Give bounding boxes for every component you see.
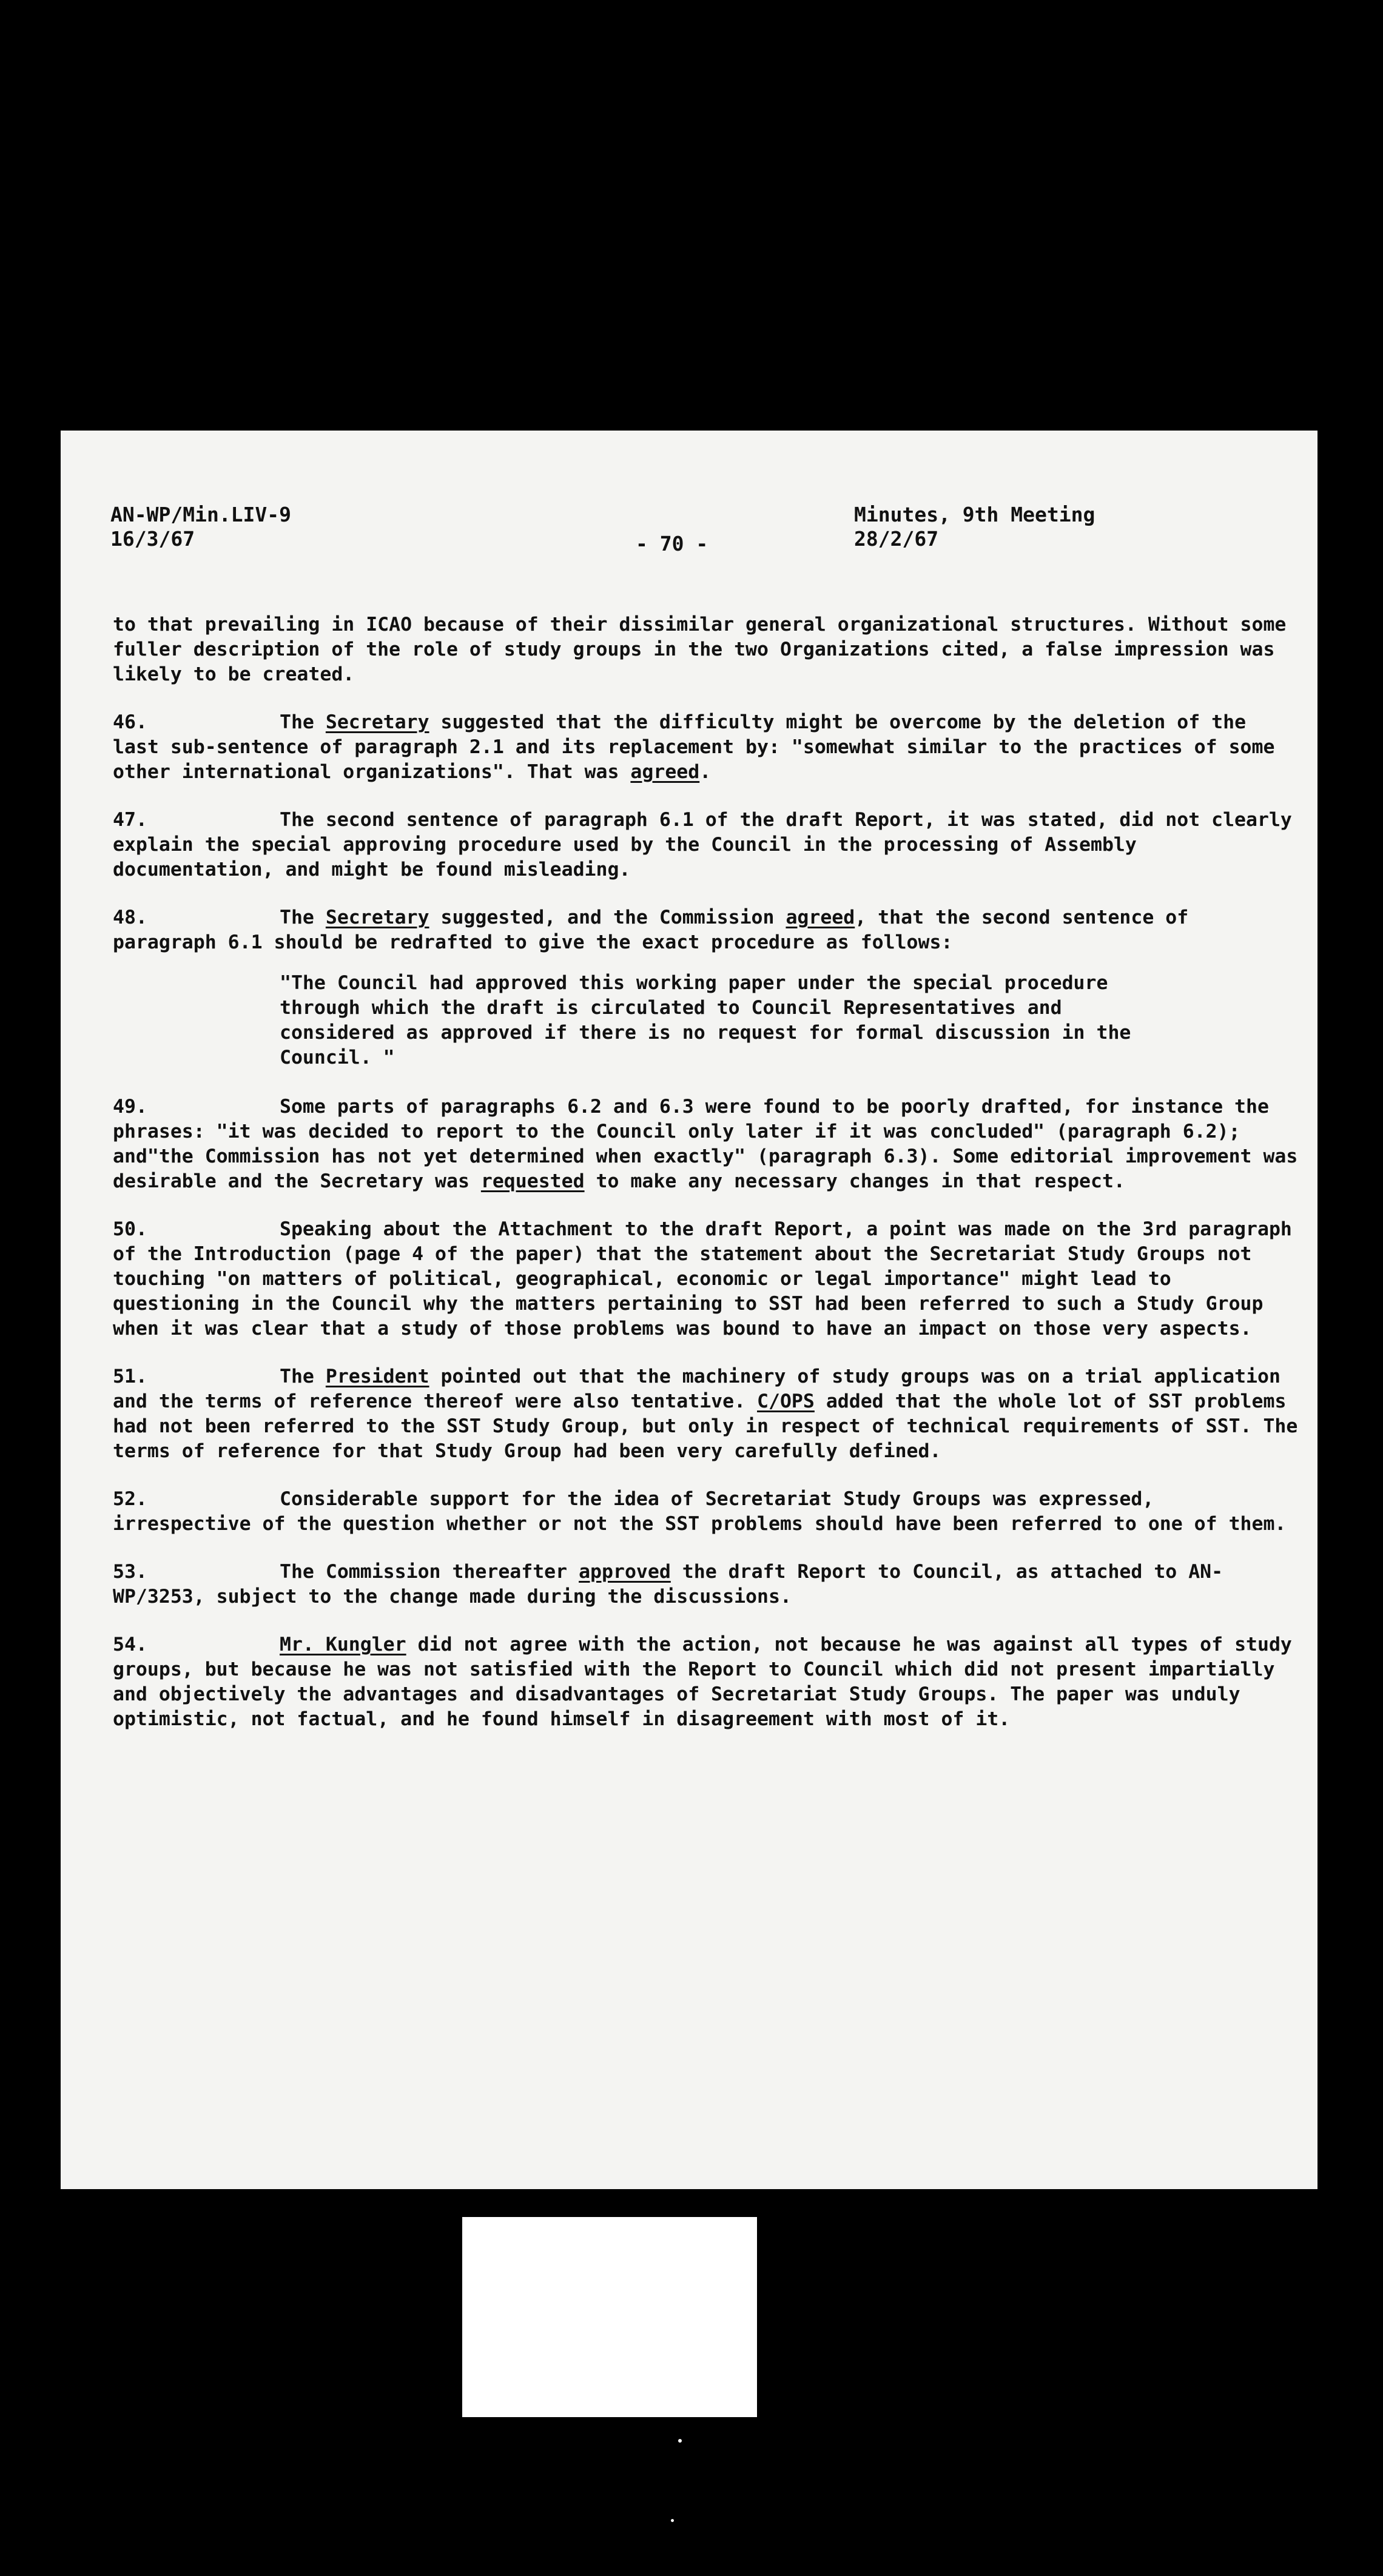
text-run: added that the whole lot of SST problems had not been referred to the SST Study Group, but only in respect of technical requirements of SST. The terms of reference for that Study Group had been very carefully defined. (113, 1390, 1298, 1462)
text-run: , that the second sentence of paragraph 6.1 should be redrafted to give the exact procedure as follows: (113, 907, 1189, 953)
paragraph-number: 52. (113, 1488, 147, 1510)
text-run: suggested, and the Commission (429, 907, 786, 928)
text-run: to make any necessary changes in that respect. (584, 1170, 1125, 1192)
text-run: The Commission thereafter (280, 1561, 579, 1583)
text-run: The second sentence of paragraph 6.1 of the draft Report, it was stated, did not clearly explain the special approving procedure used by the Council in the processing of Assembly documentation, and might be found misleading. (113, 809, 1292, 880)
text-run: pointed out that the machinery of study groups was on a trial application and the terms of reference thereof were also tentative. (113, 1366, 1280, 1412)
text-run: . (699, 761, 712, 783)
page-number: - 70 - (636, 532, 708, 555)
meeting-date: 28/2/67 (854, 527, 939, 551)
paragraph-number: 54. (113, 1634, 147, 1655)
paragraph-number: 53. (113, 1561, 147, 1583)
underlined-term: agreed (786, 907, 855, 928)
intro-paragraph (113, 612, 1302, 687)
paragraph-46 (113, 710, 1302, 785)
paragraph-number: 47. (113, 809, 147, 831)
dust-speck (678, 2439, 682, 2443)
underlined-term: requested (480, 1170, 585, 1192)
underlined-term: President (325, 1366, 429, 1387)
paragraph-number: 51. (113, 1366, 147, 1387)
text-run: The (280, 907, 326, 928)
document-page (61, 431, 1317, 2189)
paragraph-54 (113, 1632, 1302, 1732)
underlined-term: Secretary (325, 711, 429, 733)
document-reference: AN-WP/Min.LIV-9 (110, 503, 292, 526)
text-run: Some parts of paragraphs 6.2 and 6.3 were found to be poorly drafted, for instance the phrases: "it was decided to report to the Council only later if it was concluded" (paragraph 6.2); and"the Commission has not yet determined when exactly" (paragraph 6.3). Some editorial improvement was desirable and the Secretary was (113, 1096, 1298, 1192)
paragraph-number: 46. (113, 711, 147, 733)
text-run: suggested that the difficulty might be overcome by the deletion of the last sub-sentence of paragraph 2.1 and its replacement by: "somewhat similar to the practices of some other international organizations". That was (113, 711, 1275, 783)
paragraph-49 (113, 1095, 1302, 1194)
dust-speck (671, 2519, 674, 2522)
paragraph-48 (113, 905, 1302, 955)
underlined-term: C/OPS (757, 1390, 815, 1412)
paragraph-51 (113, 1364, 1302, 1464)
paragraph-47 (113, 808, 1302, 882)
minutes-body (113, 612, 1302, 1755)
paragraph-number: 49. (113, 1096, 147, 1118)
meeting-title: Minutes, 9th Meeting (854, 503, 1095, 526)
underlined-term: Mr. Kungler (280, 1634, 406, 1655)
underlined-term: agreed (630, 761, 700, 783)
paragraph-53 (113, 1560, 1302, 1609)
document-date: 16/3/67 (110, 527, 195, 551)
text-run: Considerable support for the idea of Secretariat Study Groups was expressed, irrespective of the question whether or not the SST problems should have been referred to one of them. (113, 1488, 1287, 1535)
text-run: The (280, 1366, 326, 1387)
text-run: The (280, 711, 326, 733)
paragraph-50 (113, 1217, 1302, 1341)
underlined-term: approved (579, 1561, 671, 1583)
paragraph-number: 50. (113, 1218, 147, 1240)
underlined-term: Secretary (325, 907, 429, 928)
paragraph-number: 48. (113, 907, 147, 928)
blank-card (462, 2217, 757, 2417)
text-run: did not agree with the action, not because he was against all types of study groups, but because he was not satisfied with the Report to Council which did not present impartially and objectively the advantages and disadvantages of Secretariat Study Groups. The paper was unduly optimistic, not factual, and he found himself in disagreement with most of it. (113, 1634, 1292, 1730)
intro-text: to that prevailing in ICAO because of their dissimilar general organizational structures. Without some fuller description of the role of study groups in the two Organizations cited, a false impression was likely to be created. (113, 614, 1287, 685)
quoted-procedure: "The Council had approved this working paper under the special procedure through which the draft is circulated to Council Representatives and considered as approved if there is no request for formal discussion in the Council. " (280, 972, 1131, 1068)
text-run: Speaking about the Attachment to the draft Report, a point was made on the 3rd paragraph of the Introduction (page 4 of the paper) that the statement about the Secretariat Study Groups not touching "on matters of political, geographical, economic or legal importance" might lead to questioning in the Council why the matters pertaining to SST had been referred to such a Study Group when it was clear that a study of those problems was bound to have an impact on those very aspects. (113, 1218, 1292, 1340)
paragraph-52 (113, 1487, 1302, 1537)
text-run: the draft Report to Council, as attached to AN-WP/3253, subject to the change made during the discussions. (113, 1561, 1223, 1608)
